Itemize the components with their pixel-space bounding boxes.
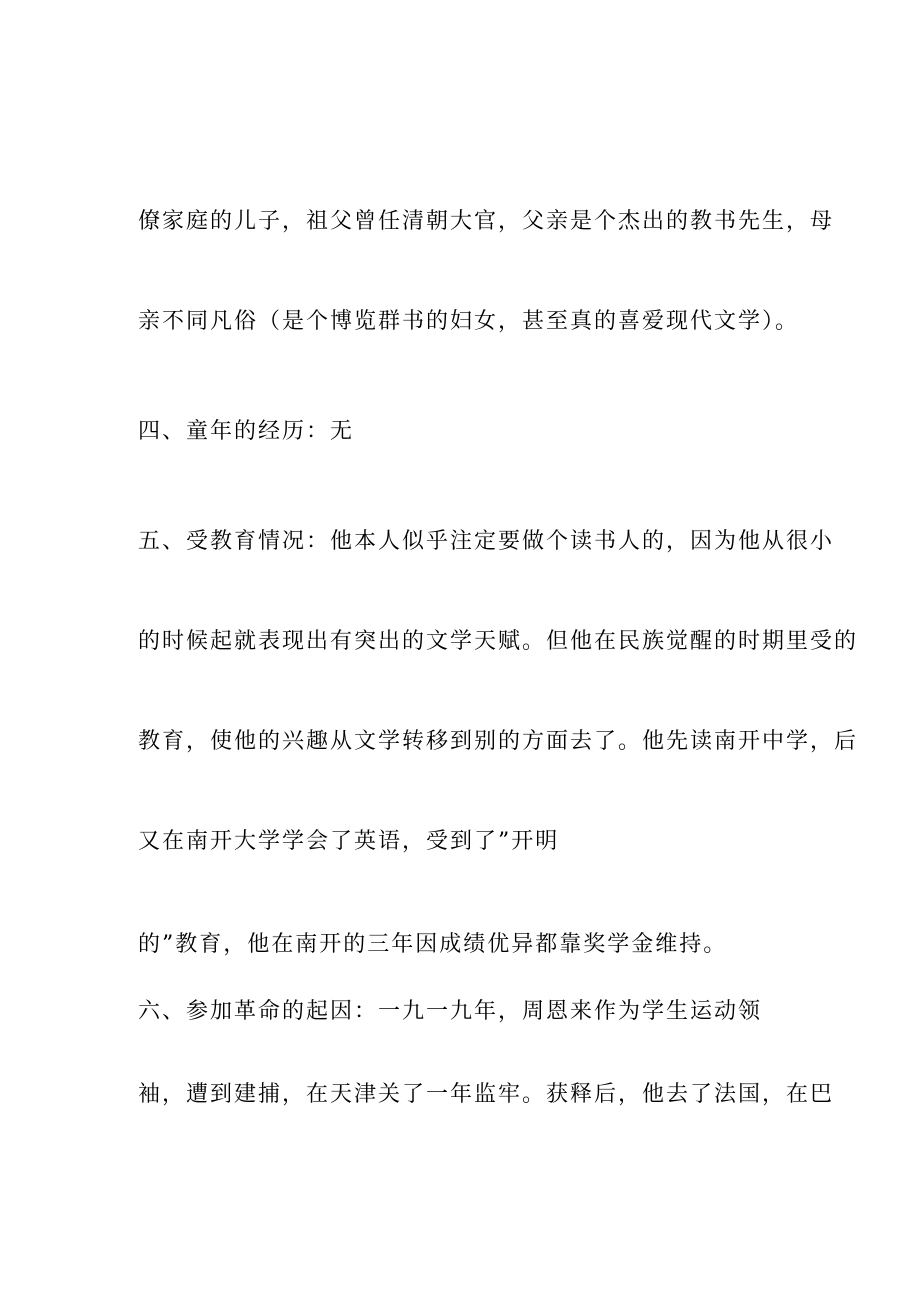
section-heading-education: 五、受教育情况：他本人似乎注定要做个读书人的，因为他从很小 (138, 529, 835, 554)
text-line: 教育，使他的兴趣从文学转移到别的方面去了。他先读南开中学，后 (138, 729, 859, 754)
section-heading-revolution: 六、参加革命的起因：一九一九年，周恩来作为学生运动领 (138, 999, 763, 1024)
text-line: 的时候起就表现出有突出的文学天赋。但他在民族觉醒的时期里受的 (138, 629, 859, 654)
text-line: 的”教育，他在南开的三年因成绩优异都靠奖学金维持。 (138, 932, 728, 957)
text-line: 袖，遭到建捕，在天津关了一年监牢。获释后，他去了法国，在巴 (138, 1082, 835, 1107)
text-line: 僚家庭的儿子，祖父曾任清朝大官，父亲是个杰出的教书先生，母 (138, 209, 835, 234)
text-line: 亲不同凡俗（是个博览群书的妇女，甚至真的喜爱现代文学）。 (138, 309, 800, 334)
text-line: 又在南开大学学会了英语，受到了”开明 (138, 829, 560, 854)
section-heading-childhood: 四、童年的经历：无 (138, 419, 355, 444)
